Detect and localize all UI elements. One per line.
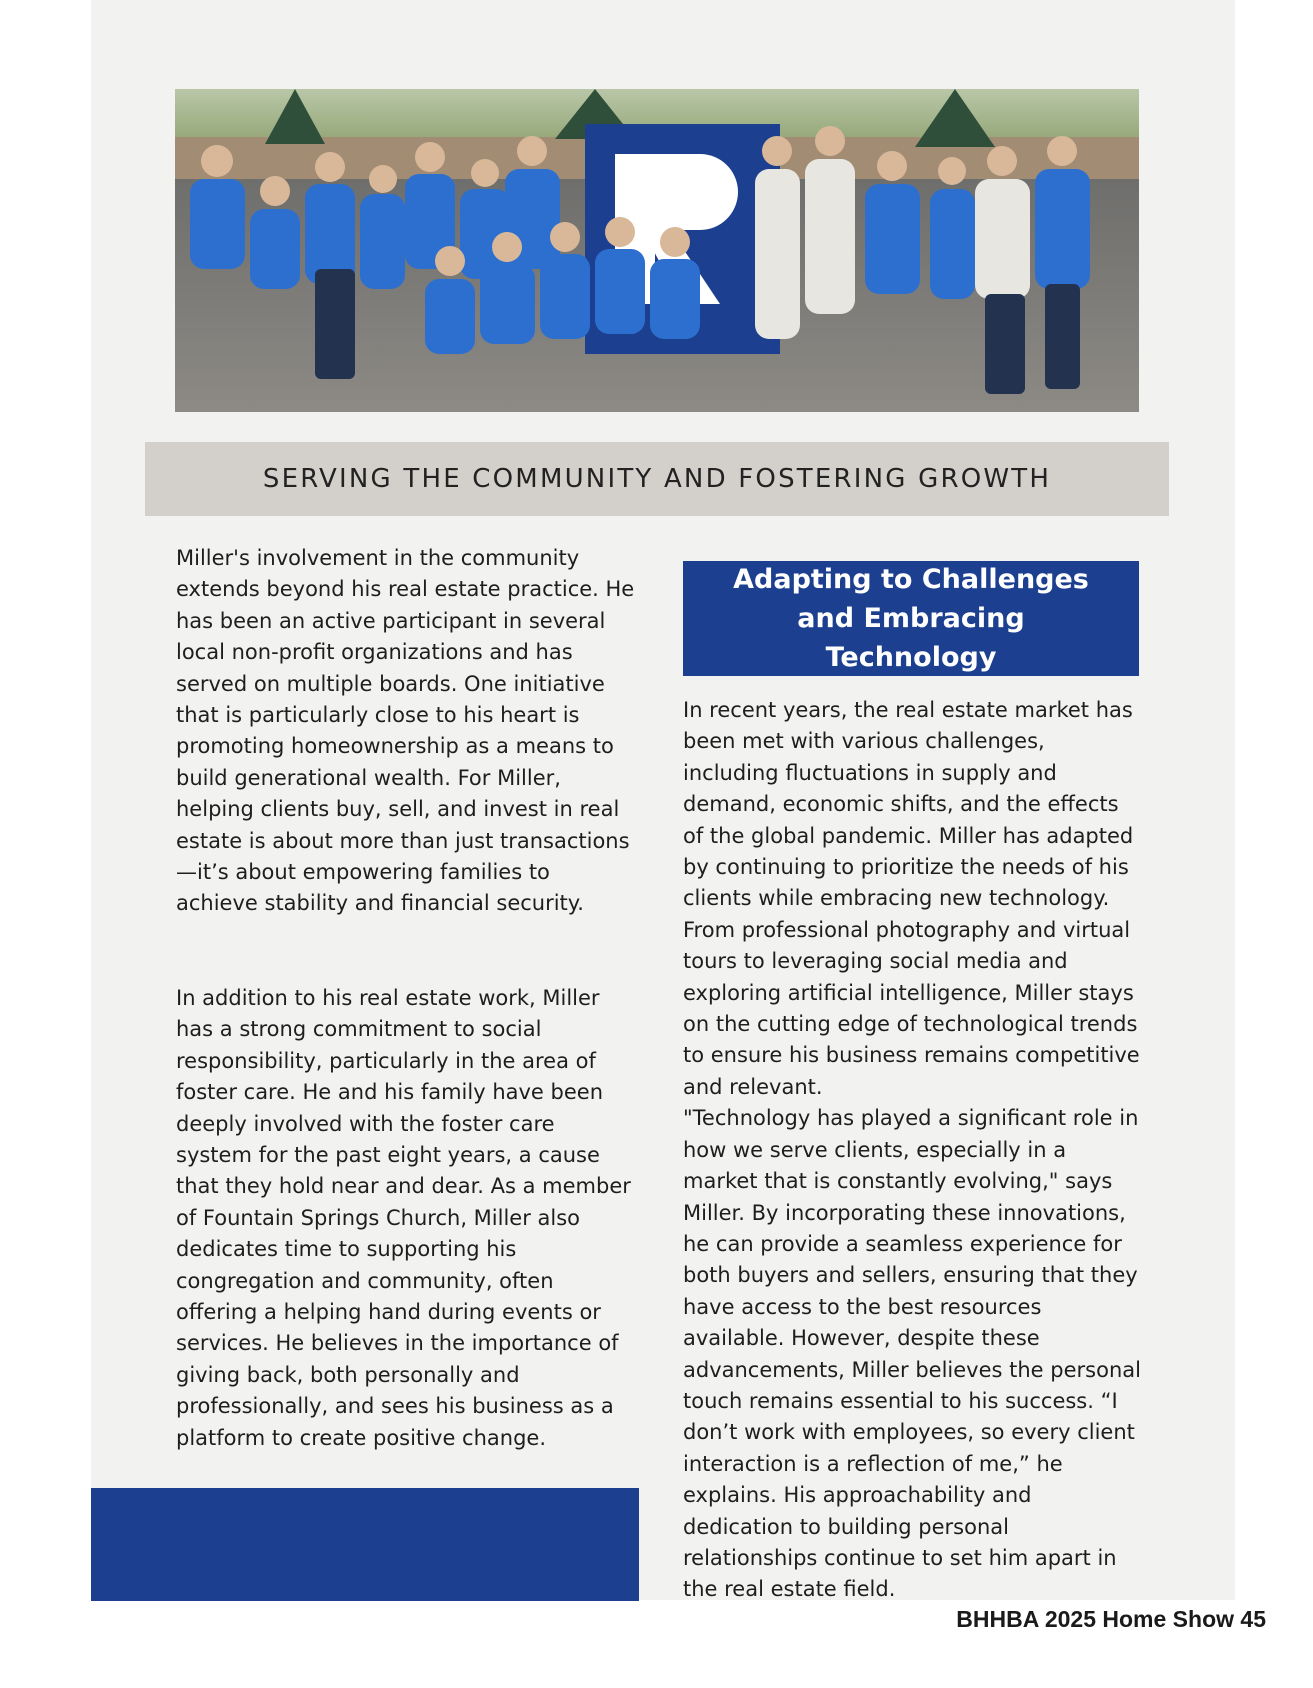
section-banner <box>145 442 1169 516</box>
right-column <box>683 695 1143 1606</box>
section-title: SERVING THE COMMUNITY AND FOSTERING GROWTH <box>262 464 1052 494</box>
subheading-box <box>683 561 1139 676</box>
subheading: Adapting to Challenges and Embracing Technology <box>733 564 1089 673</box>
group-photo <box>175 89 1139 412</box>
group-photo-icon <box>175 89 1139 412</box>
right-paragraph-2: "Technology has played a significant role in how we serve clients, especially in a market that is constantly evolving," says Miller. By incorporating these innovations, he can provide a seamless experience for both buyers and sellers, ensuring that they have access to the best resources available. However, despite these advancements, Miller believes the personal touch remains essential to his success. “I don’t work with employees, so every client interaction is a reflection of me,” he explains. His approachability and dedication to building personal relationships continue to set him apart in the real estate field. <box>683 1106 1141 1602</box>
left-paragraph-2: In addition to his real estate work, Miller has a strong commitment to social responsibility, particularly in the area of foster care. He and his family have been deeply involved with the foster care system for the past eight years, a cause that they hold near and dear. As a member of Fountain Springs Church, Miller also dedicates time to supporting his congregation and community, often offering a helping hand during events or services. He believes in the importance of giving back, both personally and professionally, and sees his business as a platform to create positive change. <box>176 985 631 1450</box>
decorative-blue-block <box>91 1488 639 1601</box>
left-paragraph-1: Miller's involvement in the community extends beyond his real estate practice. He has been an active participant in several local non-profit organizations and has served on multiple boards. One initiative that is particularly close to his heart is promoting homeownership as a means to build generational wealth. For Miller, helping clients buy, sell, and invest in real estate is about more than just transactions—it’s about empowering families to achieve stability and financial security. <box>176 546 635 916</box>
left-column <box>176 543 636 1454</box>
right-paragraph-1: In recent years, the real estate market has been met with various challenges, including fluctuations in supply and demand, economic shifts, and the effects of the global pandemic. Miller has adapted by continuing to prioritize the needs of his clients while embracing new technology. From professional photography and virtual tours to leveraging social media and exploring artificial intelligence, Miller stays on the cutting edge of technological trends to ensure his business remains competitive and relevant. <box>683 698 1140 1099</box>
page-footer: BHHBA 2025 Home Show 45 <box>956 1606 1266 1632</box>
